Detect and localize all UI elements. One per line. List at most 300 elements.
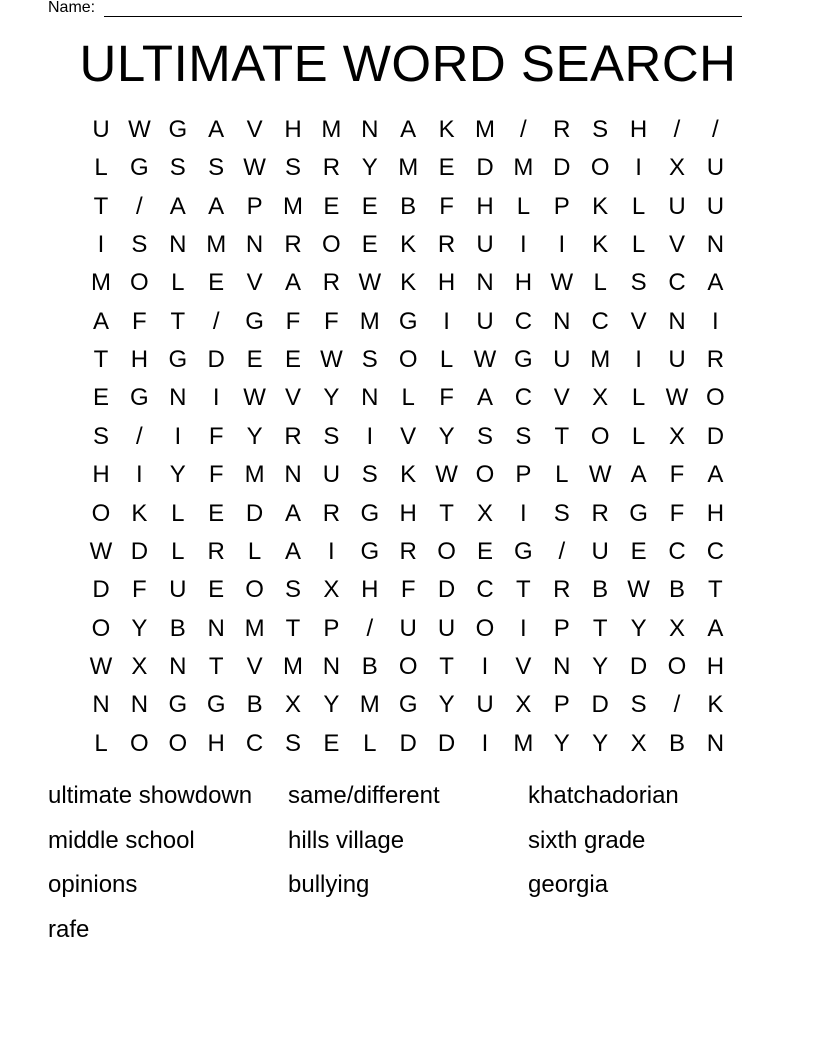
grid-letter: O — [91, 614, 111, 642]
grid-letter: / — [673, 691, 681, 719]
grid-letter: T — [170, 307, 186, 335]
grid-letter: K — [400, 461, 417, 489]
grid-letter: M — [91, 269, 111, 297]
grid-letter: / — [212, 307, 220, 335]
grid-letter: F — [439, 384, 454, 412]
grid-letter: S — [284, 729, 301, 757]
grid-letter: C — [591, 307, 609, 335]
grid-letter: L — [363, 729, 377, 757]
grid-letter: S — [284, 154, 301, 182]
grid-letter: C — [476, 576, 494, 604]
grid-letter: O — [168, 729, 188, 757]
grid-letter: Y — [438, 422, 455, 450]
grid-letter: E — [92, 384, 109, 412]
grid-letter: / — [136, 192, 143, 220]
grid-letter: W — [243, 384, 266, 412]
grid-letter: O — [667, 652, 687, 680]
grid-letter: T — [208, 652, 224, 680]
grid-letter: I — [520, 499, 527, 527]
grid-letter: H — [476, 192, 494, 220]
grid-letter: N — [553, 652, 571, 680]
grid-letter: S — [630, 269, 647, 297]
grid-letter: P — [515, 461, 532, 489]
grid-letter: H — [130, 346, 149, 374]
grid-letter: R — [591, 499, 609, 527]
grid-letter: E — [246, 346, 263, 374]
grid-letter: D — [706, 422, 725, 450]
grid-letter: T — [708, 576, 723, 604]
grid-letter: N — [476, 269, 494, 297]
grid-letter: V — [400, 422, 417, 450]
grid-letter: F — [669, 461, 685, 489]
grid-letter: F — [132, 576, 147, 604]
grid-row — [82, 610, 734, 648]
grid-letter: O — [322, 231, 341, 259]
grid-letter: E — [208, 576, 225, 604]
grid-letter: X — [515, 691, 532, 719]
grid-letter: N — [130, 691, 149, 719]
grid-letter: F — [132, 307, 147, 335]
grid-letter: Y — [438, 691, 455, 719]
grid-letter: O — [398, 652, 418, 680]
grid-letter: A — [400, 116, 417, 143]
grid-letter: H — [629, 116, 648, 143]
grid-letter: O — [590, 154, 610, 182]
grid-letter: W — [588, 461, 612, 489]
grid-letter: V — [630, 307, 647, 335]
grid-letter: G — [245, 307, 264, 335]
grid-letter: P — [246, 192, 263, 220]
grid-letter: A — [476, 384, 493, 412]
grid-letter: I — [481, 652, 489, 680]
grid-letter: D — [130, 537, 149, 565]
grid-letter: W — [550, 269, 574, 297]
grid-letter: S — [131, 231, 148, 259]
grid-letter: S — [515, 422, 532, 450]
grid-letter: G — [398, 691, 418, 719]
grid-letter: K — [400, 269, 417, 297]
grid-letter: F — [208, 461, 224, 489]
grid-letter: M — [590, 346, 611, 374]
grid-letter: K — [131, 499, 148, 527]
grid-letter: D — [591, 691, 609, 719]
grid-letter: I — [635, 346, 642, 374]
grid-row — [82, 456, 734, 494]
grid-letter: L — [171, 499, 185, 527]
grid-letter: U — [553, 346, 571, 374]
grid-letter: M — [283, 192, 303, 220]
grid-letter: L — [94, 729, 108, 757]
grid-letter: C — [514, 307, 533, 335]
grid-letter: G — [130, 384, 149, 412]
grid-letter: G — [168, 346, 188, 374]
grid-letter: I — [174, 422, 182, 450]
grid-letter: L — [247, 537, 262, 565]
grid-letter: H — [207, 729, 225, 757]
grid-letter: I — [328, 537, 335, 565]
grid-letter: I — [520, 231, 527, 259]
grid-letter: G — [514, 346, 533, 374]
grid-letter: S — [592, 116, 609, 143]
grid-letter: L — [401, 384, 415, 412]
grid-letter: I — [366, 422, 374, 450]
grid-letter: U — [476, 231, 494, 259]
grid-row — [82, 648, 734, 686]
grid-letter: W — [435, 461, 458, 489]
grid-letter: S — [92, 422, 109, 450]
grid-letter: Y — [323, 384, 340, 412]
grid-letter: P — [553, 691, 570, 719]
grid-letter: T — [516, 576, 531, 604]
grid-letter: E — [476, 537, 493, 565]
grid-letter: L — [631, 384, 646, 412]
grid-letter: H — [437, 269, 456, 297]
grid-letter: U — [591, 537, 609, 565]
grid-letter: I — [97, 231, 105, 259]
grid-letter: A — [208, 192, 225, 220]
grid-letter: I — [443, 307, 450, 335]
grid-letter: N — [284, 461, 302, 489]
grid-letter: O — [130, 729, 149, 757]
grid-letter: G — [398, 307, 418, 335]
grid-letter: U — [668, 192, 686, 220]
grid-letter: C — [514, 384, 533, 412]
grid-letter: M — [513, 154, 534, 182]
name-underline — [104, 16, 742, 17]
grid-letter: L — [171, 269, 185, 297]
grid-letter: U — [437, 614, 456, 642]
grid-letter: Y — [323, 691, 340, 719]
grid-letter: R — [553, 116, 571, 143]
grid-row — [82, 418, 734, 456]
grid-letter: R — [399, 537, 417, 565]
grid-letter: O — [91, 499, 111, 527]
grid-letter: D — [92, 576, 110, 604]
grid-letter: W — [358, 269, 382, 297]
grid-letter: W — [128, 116, 151, 143]
grid-letter: T — [93, 192, 109, 220]
grid-letter: C — [668, 269, 686, 297]
grid-letter: T — [439, 652, 454, 680]
grid-letter: S — [284, 576, 301, 604]
grid-letter: O — [475, 461, 495, 489]
grid-letter: F — [400, 576, 416, 604]
grid-letter: M — [398, 154, 419, 182]
grid-letter: H — [514, 269, 533, 297]
grid-letter: X — [668, 154, 685, 182]
grid-letter: U — [668, 346, 686, 374]
word-list-item: georgia — [528, 871, 609, 898]
word-list-item: bullying — [288, 871, 370, 898]
grid-letter: Y — [131, 614, 148, 642]
grid-letter: M — [206, 231, 227, 259]
grid-letter: L — [631, 231, 646, 259]
grid-letter: K — [400, 231, 417, 259]
grid-letter: M — [475, 116, 495, 143]
grid-letter: M — [359, 307, 380, 335]
grid-letter: R — [322, 154, 341, 182]
grid-letter: N — [92, 691, 110, 719]
grid-letter: V — [246, 652, 263, 680]
grid-letter: O — [130, 269, 149, 297]
grid-letter: I — [712, 307, 719, 335]
grid-row — [82, 188, 734, 226]
grid-letter: I — [520, 614, 527, 642]
grid-letter: M — [244, 614, 265, 642]
grid-letter: S — [208, 154, 225, 182]
grid-letter: N — [706, 729, 725, 757]
grid-row — [82, 533, 734, 571]
grid-letter: E — [208, 269, 225, 297]
grid-letter: G — [360, 499, 380, 527]
grid-letter: X — [323, 576, 340, 604]
word-list-item: sixth grade — [528, 826, 646, 854]
grid-letter: C — [668, 537, 686, 565]
grid-letter: X — [592, 384, 609, 412]
grid-letter: R — [706, 346, 725, 374]
grid-letter: B — [169, 614, 186, 642]
grid-letter: / — [366, 614, 374, 642]
grid-letter: R — [284, 231, 302, 259]
grid-letter: D — [399, 729, 417, 757]
grid-row — [82, 111, 734, 149]
grid-letter: A — [92, 307, 109, 335]
grid-letter: K — [592, 231, 609, 259]
grid-letter: W — [320, 346, 343, 374]
grid-letter: O — [398, 346, 418, 374]
grid-letter: I — [558, 231, 566, 259]
grid-letter: N — [668, 307, 686, 335]
grid-row — [82, 686, 734, 724]
word-list-item: rafe — [48, 915, 90, 943]
grid-letter: / — [673, 116, 681, 143]
grid-letter: A — [169, 192, 186, 220]
grid-letter: T — [93, 346, 109, 374]
grid-letter: N — [169, 652, 187, 680]
grid-letter: T — [439, 499, 454, 527]
grid-letter: C — [706, 537, 725, 565]
grid-letter: U — [476, 691, 494, 719]
grid-letter: B — [400, 192, 417, 220]
grid-letter: E — [438, 154, 455, 182]
grid-row — [82, 571, 734, 609]
grid-letter: S — [323, 422, 340, 450]
grid-letter: L — [555, 461, 569, 489]
grid-letter: H — [361, 576, 379, 604]
grid-letter: H — [92, 461, 110, 489]
grid-letter: I — [136, 461, 143, 489]
grid-letter: G — [168, 691, 188, 719]
grid-letter: L — [593, 269, 607, 297]
grid-letter: Y — [361, 154, 378, 182]
grid-row — [82, 226, 734, 264]
grid-letter: X — [476, 499, 493, 527]
grid-letter: N — [245, 231, 264, 259]
grid-letter: U — [169, 576, 187, 604]
grid-row — [82, 725, 734, 763]
grid-letter: W — [243, 154, 266, 182]
grid-letter: B — [668, 576, 685, 604]
grid-letter: F — [669, 499, 685, 527]
grid-letter: D — [553, 154, 571, 182]
grid-letter: W — [665, 384, 689, 412]
grid-letter: F — [439, 192, 454, 220]
grid-letter: D — [437, 729, 456, 757]
grid-letter: A — [707, 269, 724, 297]
name-field — [48, 0, 95, 18]
grid-letter: N — [169, 231, 187, 259]
grid-letter: G — [130, 154, 149, 182]
grid-letter: Y — [246, 422, 263, 450]
grid-letter: A — [284, 499, 301, 527]
grid-letter: U — [476, 307, 494, 335]
grid-letter: R — [437, 231, 456, 259]
grid-letter: Y — [630, 614, 647, 642]
grid-letter: Y — [592, 652, 609, 680]
page-title: ULTIMATE WORD SEARCH — [79, 35, 737, 92]
grid-letter: W — [473, 346, 497, 374]
grid-letter: T — [554, 422, 570, 450]
grid-letter: V — [284, 384, 301, 412]
grid-letter: N — [706, 231, 725, 259]
word-list-item: khatchadorian — [528, 782, 679, 809]
grid-letter: L — [439, 346, 454, 374]
grid-letter: T — [592, 614, 608, 642]
grid-letter: R — [284, 422, 302, 450]
grid-letter: V — [246, 269, 263, 297]
grid-letter: M — [244, 461, 265, 489]
grid-letter: S — [361, 346, 378, 374]
grid-letter: V — [668, 231, 685, 259]
name-label: Name: — [48, 0, 96, 16]
word-list-item: same/different — [288, 782, 440, 809]
grid-letter: G — [514, 537, 533, 565]
grid-letter: N — [361, 116, 379, 143]
grid-letter: B — [592, 576, 609, 604]
grid-letter: R — [207, 537, 225, 565]
grid-letter: D — [629, 652, 648, 680]
grid-letter: D — [476, 154, 494, 182]
grid-letter: S — [553, 499, 570, 527]
grid-letter: T — [285, 614, 301, 642]
grid-letter: A — [707, 614, 724, 642]
grid-letter: B — [668, 729, 685, 757]
grid-letter: S — [476, 422, 493, 450]
grid-letter: O — [437, 537, 456, 565]
grid-letter: S — [169, 154, 186, 182]
grid-letter: L — [516, 192, 531, 220]
grid-letter: S — [361, 461, 378, 489]
grid-letter: R — [322, 499, 341, 527]
grid-letter: A — [707, 461, 724, 489]
grid-letter: E — [361, 192, 378, 220]
grid-letter: Y — [169, 461, 186, 489]
grid-letter: / — [520, 116, 527, 143]
grid-row — [82, 303, 734, 341]
grid-letter: V — [515, 652, 532, 680]
grid-letter: Y — [592, 729, 609, 757]
grid-letter: / — [558, 537, 566, 565]
grid-letter: E — [208, 499, 225, 527]
grid-letter: W — [89, 652, 113, 680]
grid-letter: C — [245, 729, 264, 757]
grid-letter: E — [630, 537, 647, 565]
word-list-item: opinions — [48, 871, 138, 898]
grid-letter: K — [438, 116, 455, 143]
grid-letter: W — [89, 537, 113, 565]
grid-letter: I — [212, 384, 220, 412]
grid-letter: E — [284, 346, 301, 374]
grid-letter: P — [323, 614, 340, 642]
grid-letter: H — [706, 652, 725, 680]
grid-letter: N — [322, 652, 341, 680]
grid-letter: R — [553, 576, 571, 604]
grid-letter: V — [246, 116, 263, 143]
grid-letter: N — [361, 384, 379, 412]
word-list-item: hills village — [288, 826, 405, 854]
grid-letter: X — [630, 729, 647, 757]
grid-letter: O — [245, 576, 264, 604]
grid-letter: M — [359, 691, 380, 719]
grid-letter: X — [284, 691, 301, 719]
grid-letter: I — [635, 154, 642, 182]
grid-letter: U — [322, 461, 341, 489]
grid-letter: O — [706, 384, 725, 412]
grid-letter: M — [321, 116, 342, 143]
grid-letter: K — [592, 192, 609, 220]
grid-letter: L — [631, 422, 646, 450]
grid-row — [82, 341, 734, 379]
grid-letter: / — [712, 116, 719, 143]
grid-letter: O — [475, 614, 495, 642]
grid-letter: X — [131, 652, 148, 680]
grid-letter: A — [284, 269, 301, 297]
grid-letter: F — [208, 422, 224, 450]
grid-row — [82, 379, 734, 417]
grid-letter: V — [553, 384, 570, 412]
grid-letter: L — [94, 154, 108, 182]
grid-letter: O — [590, 422, 610, 450]
grid-letter: H — [399, 499, 417, 527]
grid-letter: B — [361, 652, 378, 680]
grid-letter: G — [360, 537, 380, 565]
grid-letter: E — [323, 192, 340, 220]
grid-letter: U — [399, 614, 417, 642]
grid-letter: M — [283, 652, 303, 680]
word-list-item: middle school — [48, 826, 195, 854]
grid-letter: H — [706, 499, 725, 527]
grid-letter: D — [245, 499, 264, 527]
grid-letter: D — [207, 346, 225, 374]
grid-letter: W — [627, 576, 650, 604]
grid-letter: D — [437, 576, 456, 604]
grid-row — [82, 495, 734, 533]
word-list-item: ultimate showdown — [48, 782, 253, 809]
grid-row — [82, 264, 734, 302]
grid-row — [82, 149, 734, 187]
grid-letter: Y — [553, 729, 570, 757]
grid-letter: U — [706, 154, 725, 182]
grid-letter: E — [361, 231, 378, 259]
grid-letter: L — [171, 537, 185, 565]
grid-letter: G — [168, 116, 188, 143]
grid-letter: G — [206, 691, 226, 719]
grid-letter: / — [136, 422, 143, 450]
grid-letter: H — [284, 116, 302, 143]
grid-letter: U — [92, 116, 110, 143]
grid-letter: N — [169, 384, 187, 412]
grid-letter: B — [246, 691, 263, 719]
